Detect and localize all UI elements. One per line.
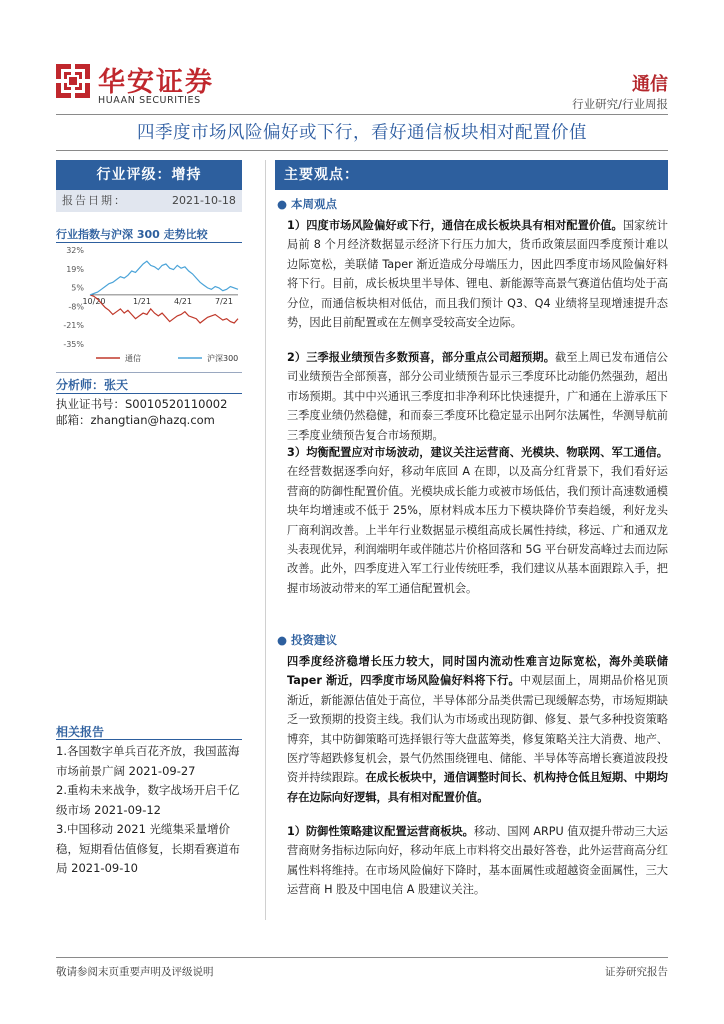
- footer-disclaimer: 敬请参阅末页重要声明及评级说明: [56, 966, 214, 978]
- paragraph-2: [287, 348, 668, 445]
- investment-advice-heading: [277, 632, 337, 648]
- paragraph-5-body: 移动、国网 ARPU 值双提升带动三大运营商财务指标边际向好，移动年底上市料将交出最好答卷，此外运营商高分红属性料将维持。在市场风险偏好下降时，基本面属性或超越资金面属性，三大运营商 H 股及中国电信 A 股建议关注。: [287, 825, 668, 897]
- industry-rating: 行业评级：增持: [56, 160, 242, 190]
- paragraph-1-lead: 1）四度市场风险偏好或下行，通信在成长板块具有相对配置价值。: [287, 219, 623, 232]
- sector-label: 通信: [632, 74, 668, 95]
- related-reports-title: 相关报告: [56, 725, 105, 739]
- x-tick-label: 10/20: [82, 296, 106, 306]
- weekly-view-heading: [277, 196, 337, 212]
- paragraph-3-body: 在经营数据逐季向好，移动年底回 A 在即，以及高分红背景下，我们看好运营商的防御性配置价值。光模块成长能力或被市场低估，我们预计高速数通模块年均增速或不低于 25%，原材料成本压力下模块降价节奏趋缓，利好龙头厂商利润改善。上半年行业数据显示模组高成长属性持续，移远、广和通双龙头表现优异，利润端明年或伴随芯片价格回落和 5G 平台研发高峰过去而边际改善。此外，四季度进入军工行业传统旺季，我们建议从基本面跟踪入手，把握市场波动带来的军工通信配置机会。: [287, 465, 668, 595]
- x-tick-label: 7/21: [215, 296, 233, 306]
- main-views-title: 主要观点：: [284, 167, 359, 183]
- related-reports-list: [56, 742, 246, 879]
- paragraph-2-lead: 2）三季报业绩预告多数预喜，部分重点公司超预期。: [287, 351, 556, 364]
- footer-report-type: 证券研究报告: [605, 966, 668, 978]
- brand-name-en: HUAAN SECURITIES: [98, 95, 201, 106]
- y-tick-label: -35%: [63, 340, 84, 349]
- paragraph-5-lead: 1）防御性策略建议配置运营商板块。: [287, 825, 474, 838]
- related-report-item[interactable]: 3.中国移动 2021 光缆集采量增价稳，短期看估值修复，长期看赛道布局 2021-09-10: [56, 822, 240, 875]
- y-tick-label: 19%: [66, 264, 84, 274]
- related-divider: [56, 739, 242, 740]
- paragraph-5: [287, 822, 668, 900]
- header-divider: [56, 114, 668, 115]
- y-tick-label: -8%: [68, 302, 84, 312]
- paragraph-4-lead: 四季度经济稳增长压力较大，同时国内流动性难言边际宽松，海外美联储 Taper 渐近，四季度市场风险偏好料将下行。: [287, 655, 668, 688]
- analyst-divider: [56, 393, 242, 394]
- y-tick-label: 5%: [71, 283, 84, 293]
- related-report-item[interactable]: 1.各国数字单兵百花齐放，我国蓝海市场前景广阔 2021-09-27: [56, 744, 240, 778]
- related-report-item[interactable]: 2.重构未来战争，数字战场开启千亿级市场 2021-09-12: [56, 783, 240, 817]
- paragraph-2-body: 截至上周已发布通信公司业绩预告全部预喜，部分公司业绩预告显示三季度环比动能仍然强劲，超出市场预期。其中中兴通讯三季度扣非净利环比快速提升，广和通在上游承压下三季度业绩仍然稳健，和而泰三季度环比稳定显示出阿尔法属性，华测导航前三季度业绩预告复合市场预期。: [287, 351, 668, 442]
- footer-divider: [56, 957, 668, 958]
- logo-icon: [56, 64, 90, 98]
- paragraph-3-lead: 3）均衡配置应对市场波动，建议关注运营商、光模块、物联网、军工通信。: [287, 446, 668, 459]
- report-date-value: 2021-10-18: [172, 194, 236, 207]
- series-line-csi300: [90, 261, 238, 295]
- paragraph-1: [287, 216, 668, 332]
- paragraph-4-body: 中观层面上，周期品价格见顶渐近，新能源估值处于高位，半导体部分品类供需已现缓解态势，市场短期缺乏一致预期的投资主线。我们认为市场或出现防御、修复、景气多种投资策略博弈，其中防御策略可选择银行等大盘蓝筹类，修复策略关注大消费、地产、医疗等超跌修复机会，景气仍然围绕锂电、储能、半导体等高增长赛道波段投资并持续跟踪。: [287, 674, 668, 785]
- paragraph-1-body: 国家统计局前 8 个月经济数据显示经济下行压力加大，货币政策层面四季度预计难以边际宽松，美联储 Taper 渐近造成分母端压力，因此四季度市场风险偏好料将下行。目前，成长板块里半导体、锂电、新能源等高景气赛道估值均处于高分位，而通信板块相对低估，而且我们预计 Q3、Q4 业绩将呈现增速提升态势，因此目前配置或在左侧享受较高安全边际。: [287, 219, 668, 330]
- x-tick-label: 4/21: [174, 296, 192, 306]
- report-type: 行业研究/行业周报: [572, 97, 668, 111]
- chart-bottom-divider: [56, 372, 242, 373]
- paragraph-4-conclusion: 在成长板块中，通信调整时间长、机构持仓低且短期、中期均存在边际向好逻辑，具有相对配置价值。: [287, 771, 668, 804]
- weekly-view-label: 本周观点: [291, 197, 338, 211]
- report-date-label: 报告日期：: [62, 194, 127, 207]
- legend-label: 沪深300: [207, 354, 239, 363]
- paragraph-3: [287, 443, 668, 598]
- index-trend-chart: [56, 244, 242, 372]
- analyst-email: 邮箱：zhangtian@hazq.com: [56, 413, 215, 427]
- analyst-name: 分析师：张天: [56, 378, 129, 392]
- x-tick-label: 1/21: [133, 296, 151, 306]
- y-tick-label: -21%: [63, 321, 84, 331]
- brand-name: 华安证券: [98, 67, 214, 98]
- bullet-icon: ●: [277, 633, 288, 647]
- title-divider: [56, 150, 668, 151]
- report-date-row: [56, 190, 242, 212]
- chart-divider: [56, 242, 242, 243]
- certificate-number: 执业证书号：S0010520110002: [56, 397, 228, 411]
- page-title: 四季度市场风险偏好或下行，看好通信板块相对配置价值: [137, 123, 587, 143]
- bullet-icon: ●: [277, 197, 288, 211]
- investment-advice-label: 投资建议: [291, 633, 338, 647]
- legend-label: 通信: [125, 354, 141, 363]
- column-divider: [265, 160, 266, 920]
- y-tick-label: 32%: [66, 246, 84, 255]
- paragraph-4: [287, 652, 668, 807]
- chart-title: 行业指数与沪深 300 走势比较: [56, 228, 208, 241]
